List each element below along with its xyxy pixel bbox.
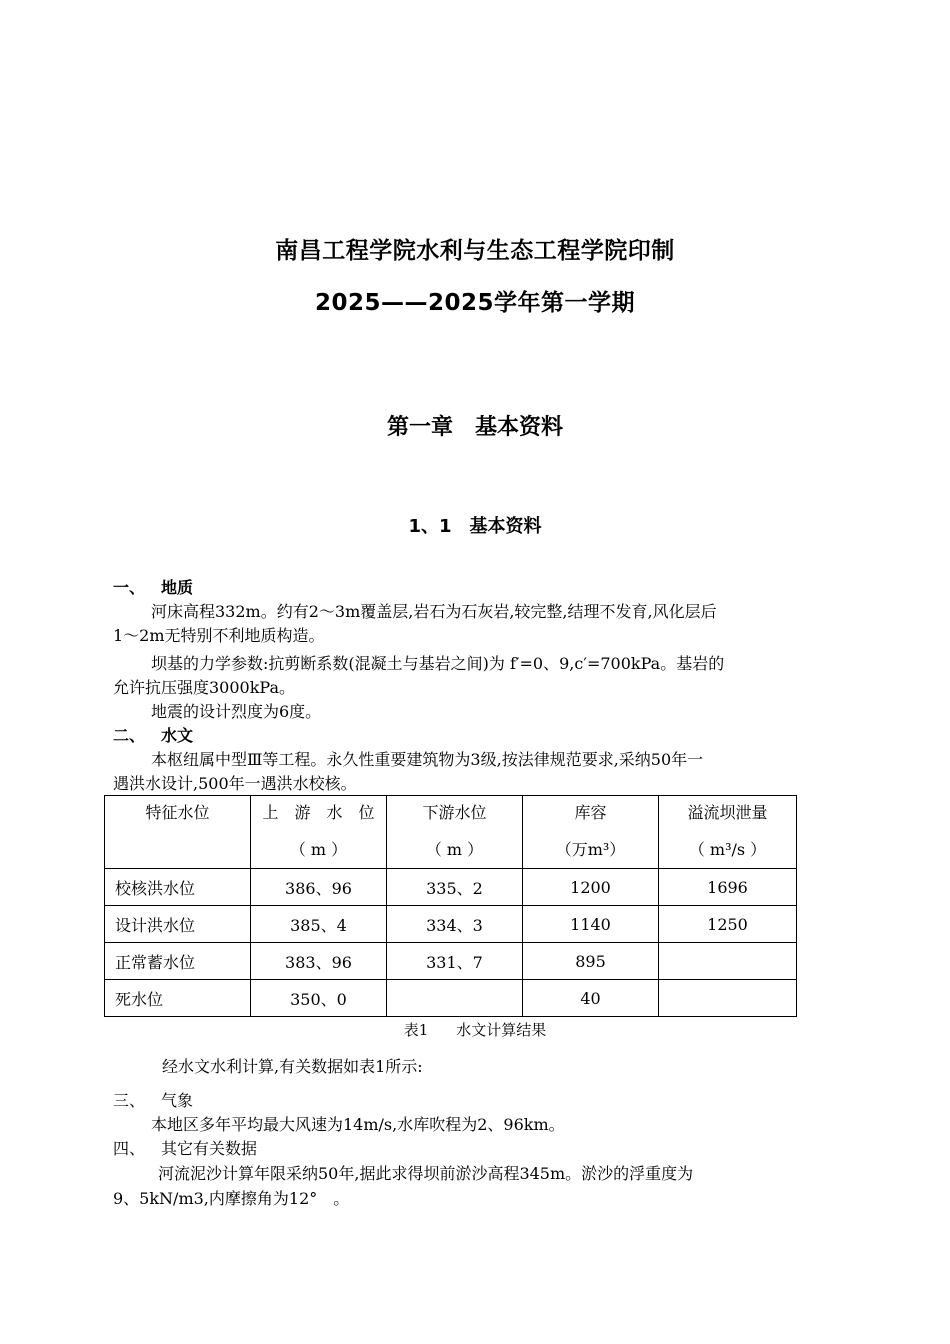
geology-heading: [113, 575, 193, 598]
geology-p2-line2: 允许抗压强度3000kPa。: [113, 678, 296, 697]
geology-title: 地质: [161, 578, 194, 597]
header-label: 特征水位: [145, 803, 210, 822]
header-cell: [659, 796, 797, 869]
table-cell: [659, 980, 797, 1017]
table-cell: 校核洪水位: [105, 869, 251, 906]
climate-title: 气象: [161, 1091, 194, 1110]
other-p1-line2: 9、5kN/m3,内摩擦角为12° 。: [113, 1189, 350, 1208]
institution-title: 南昌工程学院水利与生态工程学院印制: [275, 238, 675, 264]
table-cell: [387, 980, 523, 1017]
header-label: 上 游 水 位: [262, 803, 375, 822]
table-cell: 331、7: [387, 943, 523, 980]
header-unit: （ m ）: [289, 840, 348, 859]
table-caption: [0, 1019, 950, 1040]
header-cell: [251, 796, 387, 869]
other-p1-line1: 河流泥沙计算年限采纳50年,据此求得坝前淤沙高程345m。淤沙的浮重度为: [158, 1164, 694, 1183]
geology-p1-line1: 河床高程332m。约有2～3m覆盖层,岩石为石灰岩,较完整,结理不发育,风化层后: [151, 602, 717, 621]
table-caption-text: 水文计算结果: [456, 1021, 547, 1039]
header-unit: （ m ）: [425, 840, 484, 859]
header-label: 库容: [574, 803, 607, 822]
hydrology-p1-line2: 遇洪水设计,500年一遇洪水校核。: [113, 774, 357, 793]
geology-p1-line2: 1～2m无特别不利地质构造。: [113, 626, 325, 645]
table-cell: 1140: [523, 906, 659, 943]
geology-p3: 地震的设计烈度为6度。: [151, 702, 322, 721]
table-header-row: [105, 796, 797, 869]
header-cell: [105, 796, 251, 869]
table-caption-num: 表1: [403, 1021, 429, 1039]
table-cell: 334、3: [387, 906, 523, 943]
chapter-title: 第一章 基本资料: [386, 415, 563, 440]
other-title: 其它有关数据: [161, 1139, 258, 1158]
table-row: [105, 906, 797, 943]
hydrology-table: [104, 795, 797, 1017]
table-cell: 385、4: [251, 906, 387, 943]
table-cell: 设计洪水位: [105, 906, 251, 943]
table-cell: 350、0: [251, 980, 387, 1017]
table-cell: 335、2: [387, 869, 523, 906]
other-heading: [113, 1136, 257, 1159]
header-unit: （ m³/s ）: [688, 840, 767, 859]
climate-heading: [113, 1088, 193, 1111]
hydrology-title: 水文: [161, 726, 194, 745]
header-label: 下游水位: [422, 803, 487, 822]
header-cell: [387, 796, 523, 869]
table-cell: 1250: [659, 906, 797, 943]
term-title: 2025——2025学年第一学期: [314, 290, 636, 316]
geology-num: 一、: [113, 578, 146, 597]
header-cell: [523, 796, 659, 869]
header-label: 溢流坝泄量: [687, 803, 768, 822]
hydrology-p1-line1: 本枢纽属中型Ⅲ等工程。永久性重要建筑物为3级,按法律规范要求,采纳50年一: [151, 750, 704, 769]
table-cell: 383、96: [251, 943, 387, 980]
table-cell: 死水位: [105, 980, 251, 1017]
table-row: [105, 869, 797, 906]
table-cell: [659, 943, 797, 980]
after-table-text: 经水文水利计算,有关数据如表1所示:: [162, 1057, 423, 1076]
climate-p1: 本地区多年平均最大风速为14m/s,水库吹程为2、96km。: [151, 1115, 565, 1134]
table-cell: 正常蓄水位: [105, 943, 251, 980]
other-num: 四、: [113, 1139, 146, 1158]
header-unit: （万m³）: [555, 840, 626, 859]
geology-p2-line1: 坝基的力学参数:抗剪断系数(混凝土与基岩之间)为 f′=0、9,c′=700kPa。基岩的: [151, 654, 725, 673]
table-row: [105, 943, 797, 980]
table-cell: 386、96: [251, 869, 387, 906]
table-cell: 40: [523, 980, 659, 1017]
hydrology-num: 二、: [113, 726, 146, 745]
table-cell: 1696: [659, 869, 797, 906]
table-cell: 1200: [523, 869, 659, 906]
table-cell: 895: [523, 943, 659, 980]
section-title: 1、1 基本资料: [408, 516, 542, 537]
hydrology-heading: [113, 723, 193, 746]
climate-num: 三、: [113, 1091, 146, 1110]
table-row: [105, 980, 797, 1017]
